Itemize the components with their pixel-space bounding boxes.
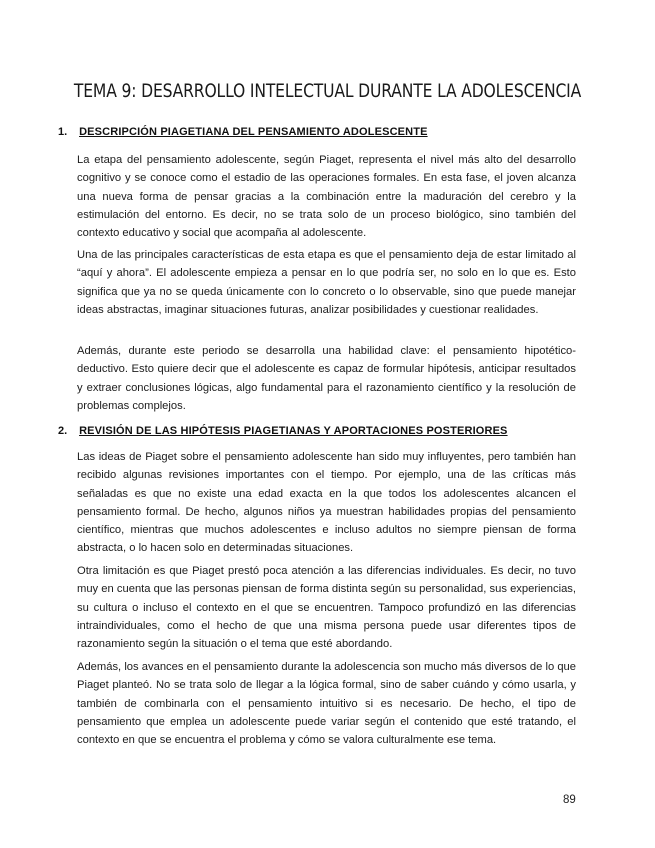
paragraph: Una de las principales características de esta etapa es que el pensamiento deja de estar limitado al “aquí y ahora”. El adolescente empieza a pensar en lo que podría ser, no solo en lo que es. Esto significa que ya no se queda únicamente con lo concreto o lo observable, sino que puede manejar ideas abstractas, imaginar situaciones futuras, analizar posibilidades y cuestionar realidades. <box>77 249 576 316</box>
paragraph: Además, durante este periodo se desarrolla una habilidad clave: el pensamiento hipotético-deductivo. Esto quiere decir que el adolescente es capaz de formular hipótesis, anticipar resultados y extraer conclusiones lógicas, algo fundamental para el razonamiento científico y la resolución de problemas complejos. <box>77 345 576 412</box>
page-number: 89 <box>563 794 576 806</box>
section-number: 1. <box>58 126 68 138</box>
paragraph: Además, los avances en el pensamiento durante la adolescencia son mucho más diversos de lo que Piaget planteó. No se trata solo de llegar a la lógica formal, sino de saber cuándo y cómo usarla, y también de combinarla con el pensamiento intuitivo si es necesario. De hecho, el tipo de pensamiento que emplea un adolescente puede variar según el contenido que esté tratando, el contexto en que se encuentra el problema y cómo se valora culturalmente ese tema. <box>77 661 576 747</box>
section-number: 2. <box>58 425 68 437</box>
section-heading-2 <box>58 425 508 437</box>
section-heading-1 <box>58 126 428 138</box>
paragraph: La etapa del pensamiento adolescente, según Piaget, representa el nivel más alto del desarrollo cognitivo y se conoce como el estadio de las operaciones formales. En esta fase, el joven alcanza una nueva forma de pensar gracias a la combinación entre la maduración del cerebro y la estimulación del entorno. Es decir, no se trata solo de un proceso biológico, sino también del contexto educativo y social que acompaña al adolescente. <box>77 154 576 240</box>
page-title: TEMA 9: DESARROLLO INTELECTUAL DURANTE LA ADOLESCENCIA <box>73 80 582 102</box>
paragraph: Otra limitación es que Piaget prestó poca atención a las diferencias individuales. Es decir, no tuvo muy en cuenta que las personas piensan de forma distinta según su personalidad, sus experiencias, su cultura o incluso el contexto en el que se encuentren. Tampoco profundizó en las diferencias intraindividuales, como el hecho de que una misma persona puede usar diferentes tipos de razonamiento según la situación o el tema que esté abordando. <box>77 565 576 651</box>
paragraph: Las ideas de Piaget sobre el pensamiento adolescente han sido muy influyentes, pero también han recibido algunas revisiones importantes con el tiempo. Por ejemplo, una de las críticas más señaladas es que no existe una edad exacta en la que todos los adolescentes alcancen el pensamiento formal. De hecho, algunos niños ya muestran habilidades propias del pensamiento científico, mientras que muchos adolescentes e incluso adultos no siempre piensan de forma abstracta, o lo hacen solo en determinadas situaciones. <box>77 451 576 555</box>
section-title: DESCRIPCIÓN PIAGETIANA DEL PENSAMIENTO ADOLESCENTE <box>79 126 428 138</box>
section-title: REVISIÓN DE LAS HIPÓTESIS PIAGETIANAS Y APORTACIONES POSTERIORES <box>79 425 508 437</box>
